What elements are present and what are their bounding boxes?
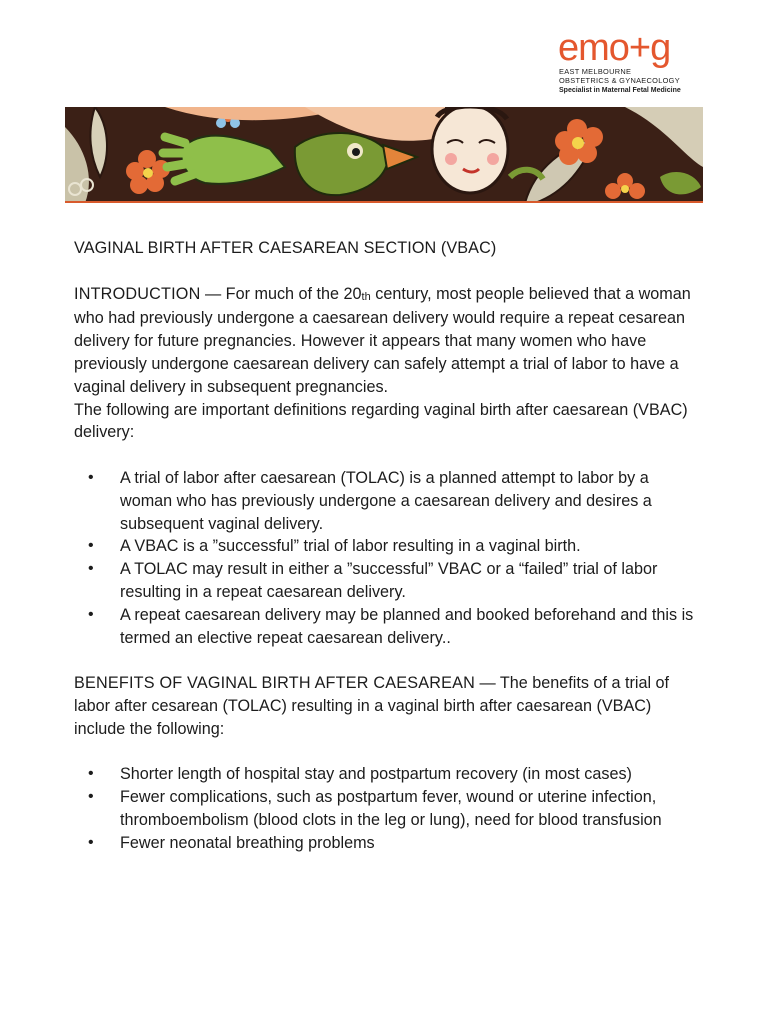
definitions-list [74, 467, 704, 649]
logo-line-1: EAST MELBOURNE [559, 67, 632, 76]
definitions-intro: The following are important definitions regarding vaginal birth after caesarean (VBAC) delivery: [74, 400, 688, 442]
benefits-text: — The benefits of a trial of labor after cesarean (TOLAC) resulting in a vaginal birth after caesarean (VBAC) include the following: [74, 674, 670, 738]
list-item-text: A VBAC is a ”successful” trial of labor resulting in a vaginal birth. [120, 537, 581, 556]
benefits-paragraph [74, 672, 704, 740]
benefits-list [74, 763, 704, 854]
bullet-icon: • [88, 765, 94, 783]
logo-line-3: Specialist in Maternal Fetal Medicine [559, 87, 681, 94]
list-item [74, 535, 704, 558]
list-item [74, 763, 704, 786]
banner-divider [65, 201, 703, 203]
bullet-icon: • [88, 833, 94, 851]
bullet-icon: • [88, 468, 94, 486]
list-item-text: Fewer neonatal breathing problems [120, 833, 375, 852]
bullet-icon: • [88, 537, 94, 555]
logo-wordmark: emo+g [558, 27, 671, 69]
header-illustration [65, 107, 703, 203]
benefits-heading: BENEFITS OF VAGINAL BIRTH AFTER CAESAREAN [74, 674, 475, 693]
list-item-text: Shorter length of hospital stay and postpartum recovery (in most cases) [120, 765, 632, 784]
logo-line-2: OBSTETRICS & GYNAECOLOGY [559, 76, 680, 85]
intro-text-start: — For much of the 20 [200, 284, 362, 303]
ordinal-suffix: th [361, 290, 371, 303]
list-item [74, 786, 704, 832]
list-item-text: A trial of labor after caesarean (TOLAC) is a planned attempt to labor by a woman who has previously undergone a caesarean delivery and desires a subsequent vaginal delivery. [120, 468, 652, 533]
list-item [74, 604, 704, 650]
list-item-text: A repeat caesarean delivery may be planned and booked beforehand and this is termed an elective repeat caesarean delivery.. [120, 605, 694, 647]
document-body [74, 237, 704, 855]
list-item-text: Fewer complications, such as postpartum fever, wound or uterine infection, thromboembolism (blood clots in the leg or lung), need for blood transfusion [120, 788, 662, 829]
intro-paragraph [74, 283, 704, 399]
illustration-art [65, 107, 703, 203]
bullet-icon: • [88, 788, 94, 806]
list-item-text: A TOLAC may result in either a ”successful” VBAC or a “failed” trial of labor resulting in a repeat caesarean delivery. [120, 560, 658, 601]
document-title: VAGINAL BIRTH AFTER CAESAREAN SECTION (VBAC) [74, 239, 497, 257]
list-item [74, 558, 704, 604]
intro-heading: INTRODUCTION [74, 284, 201, 303]
brand-logo [558, 27, 708, 100]
list-item [74, 467, 704, 535]
list-item [74, 832, 704, 855]
bullet-icon: • [88, 605, 94, 623]
bullet-icon: • [88, 560, 94, 578]
intro-text-rest: century, most people believed that a woman who had previously undergone a caesarean delivery would require a repeat cesarean delivery for future pregnancies. However it appears that many women who have previously undergone caesarean delivery can safely attempt a trial of labor to have a vaginal delivery in subsequent pregnancies. [74, 284, 691, 396]
